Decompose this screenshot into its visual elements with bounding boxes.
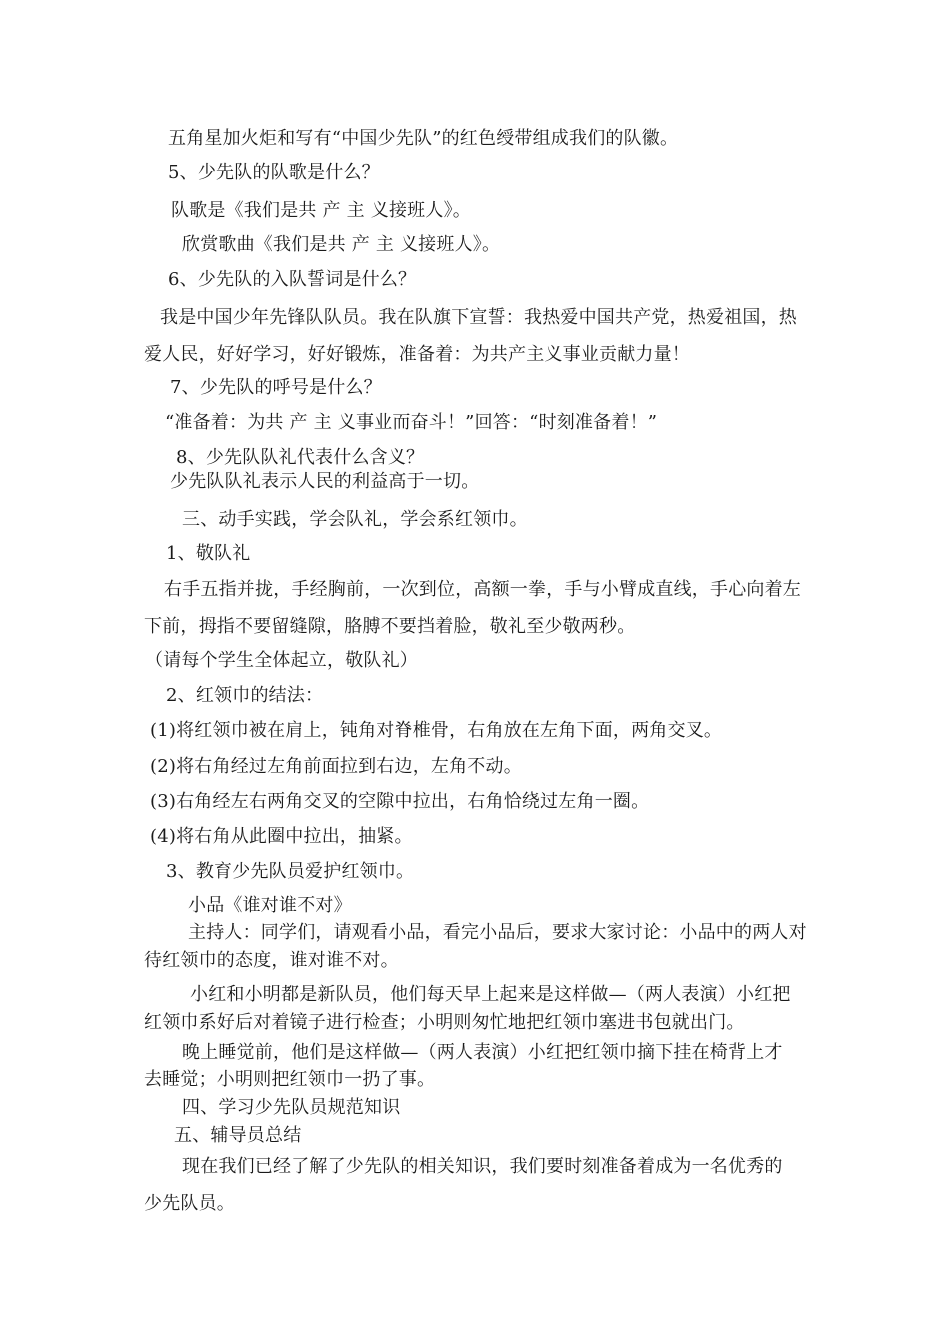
question-5-heading: 5、少先队的队歌是什么？	[168, 162, 380, 183]
skit-title: 小品《谁对谁不对》	[188, 895, 352, 916]
question-8-heading: 8、少先队队礼代表什么含义？	[176, 447, 425, 468]
oath-text-line-2: 爱人民，好好学习，好好锻炼，准备着：为共产主义事业贡献力量！	[144, 344, 690, 365]
scarf-step-4: (4)将右角从此圈中拉出，抽紧。	[150, 826, 413, 847]
evening-text-line-2: 去睡觉；小明则把红领巾一扔了事。	[144, 1069, 436, 1090]
answer-7-text: “准备着：为共 产 主 义事业而奋斗！”回答：“时刻准备着！”	[165, 412, 658, 433]
question-7-heading: 7、少先队的呼号是什么？	[170, 377, 382, 398]
answer-5-text: 队歌是《我们是共 产 主 义接班人》。	[171, 200, 471, 221]
salute-text-line-1: 右手五指并拢，手经胸前，一次到位，高额一拳，手与小臂成直线，手心向着左	[164, 579, 801, 600]
scarf-tying-subheading: 2、红领巾的结法：	[166, 685, 324, 706]
section-4-heading: 四、学习少先队员规范知识	[182, 1097, 401, 1118]
salute-subheading: 1、敬队礼	[166, 543, 251, 564]
summary-text-line-2: 少先队员。	[144, 1193, 235, 1214]
scarf-step-1: (1)将红领巾被在肩上，钝角对脊椎骨，右角放在左角下面，两角交叉。	[150, 720, 723, 741]
host-text-line-2: 待红领巾的态度，谁对谁不对。	[144, 950, 399, 971]
morning-text-line-1: 小红和小明都是新队员，他们每天早上起来是这样做—（两人表演）小红把	[190, 984, 791, 1005]
host-text-line-1: 主持人：同学们，请观看小品，看完小品后，要求大家讨论：小品中的两人对	[188, 922, 807, 943]
salute-text-line-2: 下前，拇指不要留缝隙，胳膊不要挡着脸，敬礼至少敬两秒。	[144, 616, 636, 637]
morning-text-line-2: 红领巾系好后对着镜子进行检查；小明则匆忙地把红领巾塞进书包就出门。	[144, 1012, 745, 1033]
summary-text-line-1: 现在我们已经了解了少先队的相关知识，我们要时刻准备着成为一名优秀的	[182, 1156, 783, 1177]
paragraph-badge-description: 五角星加火炬和写有“中国少先队”的红色绶带组成我们的队徽。	[168, 128, 679, 149]
section-3-heading: 三、动手实践，学会队礼，学会系红领巾。	[182, 509, 528, 530]
section-5-heading: 五、辅导员总结	[174, 1125, 302, 1146]
salute-instruction: （请每个学生全体起立，敬队礼）	[145, 650, 418, 671]
question-6-heading: 6、少先队的入队誓词是什么？	[168, 269, 417, 290]
evening-text-line-1: 晚上睡觉前，他们是这样做—（两人表演）小红把红领巾摘下挂在椅背上才	[182, 1042, 783, 1063]
oath-text-line-1: 我是中国少年先锋队队员。我在队旗下宣誓：我热爱中国共产党，热爱祖国，热	[160, 307, 797, 328]
answer-8-text: 少先队队礼表示人民的利益高于一切。	[170, 471, 480, 492]
scarf-care-subheading: 3、教育少先队员爱护红领巾。	[166, 861, 415, 882]
scarf-step-3: (3)右角经左右两角交叉的空隙中拉出，右角恰绕过左角一圈。	[150, 791, 650, 812]
song-appreciation-text: 欣赏歌曲《我们是共 产 主 义接班人》。	[182, 234, 501, 255]
scarf-step-2: (2)将右角经过左角前面拉到右边，左角不动。	[150, 756, 522, 777]
